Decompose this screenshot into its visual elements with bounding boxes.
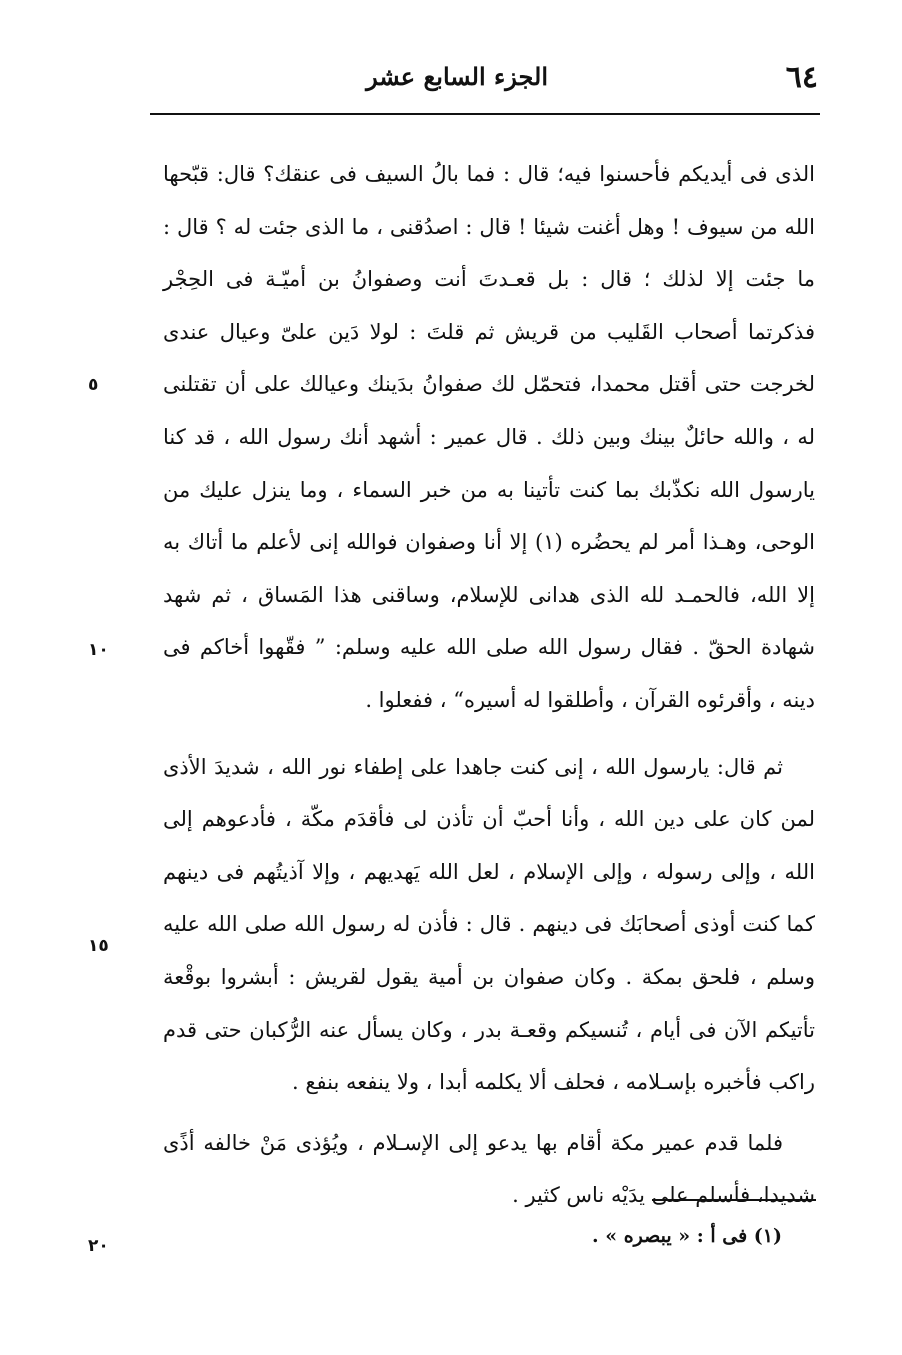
line-number-marker: ٥ xyxy=(88,375,99,395)
paragraph: فلما قدم عمير مكة أقام بها يدعو إلى الإسـلام ، ويُؤذى مَنْ خالفه أذًى شديدا، فأسلم على يدَيْه ناس كثير . xyxy=(163,1130,815,1208)
running-head: الجزء السابع عشر xyxy=(366,62,548,91)
line-number-marker: ٢٠ xyxy=(88,1236,109,1256)
page-header xyxy=(152,58,818,98)
page-number: ٦٤ xyxy=(785,60,818,95)
body-text xyxy=(163,148,815,1222)
header-rule xyxy=(150,113,820,115)
paragraph: ثم قال: يارسول الله ، إنى كنت جاهدا على إطفاء نور الله ، شديدَ الأذى لمن كان على دين الله ، وأنا أحبّ أن تأذن لى فأقدَم مكّة ، فأدعوهم إلى الله ، وإلى رسوله ، وإلى الإسلام ، لعل الله يَهديهم ، وإلا آذيتُهم فى دينهم كما كنت أوذى أصحابَك فى دينهم . قال : فأذن له رسول الله صلى الله عليه وسلم ، فلحق بمكة . وكان صفوان بن أمية يقول لقريش : أبشروا بوقْعة تأتيكم الآن فى أيام ، تُنسيكم وقعـة بدر ، وكان يسأل عنه الرُّكبان حتى قدم راكب فأخبره بإسـلامه ، فحلف ألا يكلمه أبدا ، ولا ينفعه بنفع . xyxy=(163,754,815,1095)
paragraph: الذى فى أيديكم فأحسنوا فيه؛ قال : فما بالُ السيف فى عنقك؟ قال: قبّحها الله من سيوف ! وهل أغنت شيئا ! قال : اصدُقنى ، ما الذى جئت له ؟ قال : ما جئت إلا لذلك ؛ قال : بل قعـدتَ أنت وصفوانُ بن أميّـة فى الحِجْر فذكرتما أصحاب القَليب من قريش ثم قلتَ : لولا دَين علىّ وعيال عندى لخرجت حتى أقتل محمدا، فتحمّل لك صفوانُ بدَينك وعيالك على أن تقتلنى له ، والله حائلٌ بينك وبين ذلك . قال عمير : أشهد أنك رسول الله ، قد كنا يارسول الله نكذّبك بما كنت تأتينا به من خبر السماء ، وما ينزل عليك من الوحى، وهـذا أمر لم يحضُره (١) إلا أنا وصفوان فوالله إنى لأعلم ما أتاك به إلا الله، فالحمـد لله الذى هدانى للإسلام، وساقنى هذا المَساق ، ثم شهد شهادة الحقّ . فقال رسول الله صلى الله عليه وسلم: ” فقّهوا أخاكم فى دينه ، وأقرئوه القرآن ، وأطلقوا له أسيره“ ، ففعلوا . xyxy=(163,162,815,712)
line-number-marker: ١٠ xyxy=(88,640,109,660)
line-number-marker: ١٥ xyxy=(88,936,109,956)
footnote: (١) فى أ : « يبصره » . xyxy=(591,1225,782,1247)
footnote-rule xyxy=(652,1199,816,1201)
